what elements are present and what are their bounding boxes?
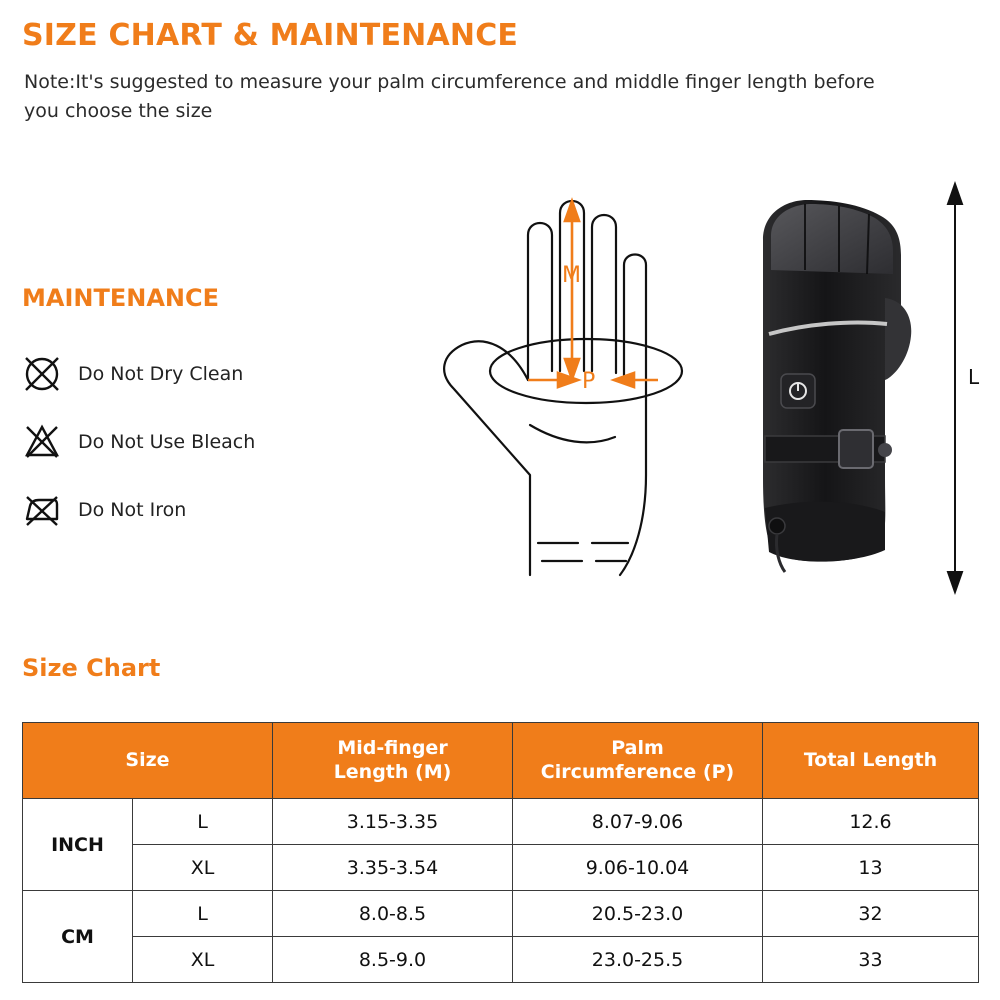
glove-illustration (735, 178, 920, 598)
cell-size: XL (133, 937, 273, 983)
total-length-marker-label: L (968, 365, 980, 389)
cell-palm: 20.5-23.0 (513, 891, 763, 937)
cell-total-length: 33 (763, 937, 979, 983)
column-header-palm (513, 723, 763, 799)
cell-total-length: 32 (763, 891, 979, 937)
no-bleach-icon (20, 420, 64, 464)
cell-mid-finger: 8.0-8.5 (273, 891, 513, 937)
column-header-palm-line1: Palm (611, 736, 664, 759)
column-header-mid-finger (273, 723, 513, 799)
table-row (23, 799, 979, 845)
no-iron-icon (20, 488, 64, 532)
cell-total-length: 12.6 (763, 799, 979, 845)
maintenance-item-label: Do Not Iron (78, 499, 187, 521)
mid-finger-marker-label: M (562, 263, 581, 288)
unit-label-cm: CM (23, 891, 133, 983)
maintenance-heading: MAINTENANCE (22, 284, 219, 312)
cell-palm: 23.0-25.5 (513, 937, 763, 983)
table-row (23, 937, 979, 983)
cell-size: XL (133, 845, 273, 891)
table-row (23, 845, 979, 891)
no-dry-clean-icon (20, 352, 64, 396)
size-chart-heading: Size Chart (22, 654, 161, 682)
column-header-total-length: Total Length (763, 723, 979, 799)
column-header-mid-finger-line2: Length (M) (333, 760, 452, 783)
unit-label-inch: INCH (23, 799, 133, 891)
measurement-note: Note:It's suggested to measure your palm circumference and middle finger length before you choose the size (24, 71, 875, 122)
cell-total-length: 13 (763, 845, 979, 891)
maintenance-list (20, 340, 400, 544)
total-length-dimension-arrow (935, 178, 975, 602)
cell-mid-finger: 8.5-9.0 (273, 937, 513, 983)
size-chart-table (22, 722, 979, 983)
maintenance-item (20, 408, 400, 476)
table-header-row (23, 723, 979, 799)
hand-measurement-diagram (410, 175, 730, 599)
page-title: SIZE CHART & MAINTENANCE (22, 18, 519, 53)
column-header-size: Size (23, 723, 273, 799)
maintenance-item (20, 340, 400, 408)
palm-marker-label: P (582, 369, 596, 394)
cell-palm: 9.06-10.04 (513, 845, 763, 891)
cell-size: L (133, 799, 273, 845)
cell-mid-finger: 3.35-3.54 (273, 845, 513, 891)
maintenance-item (20, 476, 400, 544)
cell-size: L (133, 891, 273, 937)
column-header-palm-line2: Circumference (P) (540, 760, 735, 783)
table-row (23, 891, 979, 937)
maintenance-item-label: Do Not Dry Clean (78, 363, 244, 385)
maintenance-item-label: Do Not Use Bleach (78, 431, 256, 453)
cell-palm: 8.07-9.06 (513, 799, 763, 845)
cell-mid-finger: 3.15-3.35 (273, 799, 513, 845)
column-header-mid-finger-line1: Mid-finger (337, 736, 448, 759)
